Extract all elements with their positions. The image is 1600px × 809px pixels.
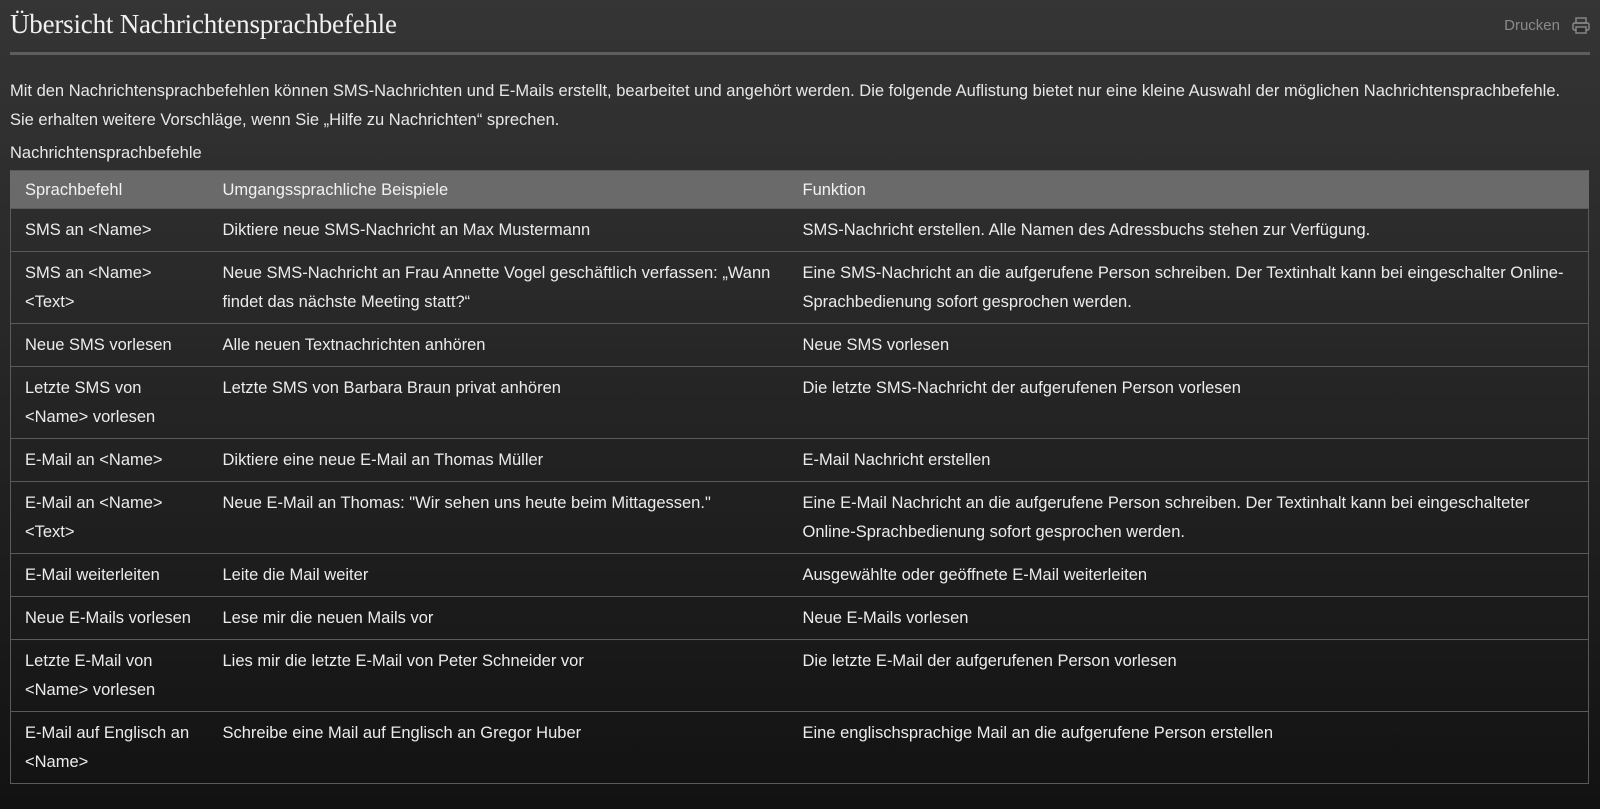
column-header-function: Funktion [789,171,1589,209]
table-row [11,482,1589,554]
print-link[interactable]: Drucken [1504,17,1560,34]
cell-example: Letzte SMS von Barbara Braun privat anhören [209,367,789,439]
table-row [11,640,1589,712]
print-control[interactable] [1504,17,1590,34]
table-row [11,367,1589,439]
cell-example: Alle neuen Textnachrichten anhören [209,324,789,367]
cell-function: SMS-Nachricht erstellen. Alle Namen des Adressbuchs stehen zur Verfügung. [789,209,1589,252]
page-header [10,0,1590,55]
table-row [11,554,1589,597]
cell-example: Lies mir die letzte E-Mail von Peter Schneider vor [209,640,789,712]
cell-command: SMS an <Name> <Text> [11,252,209,324]
cell-command: E-Mail auf Englisch an <Name> [11,712,209,784]
cell-command: E-Mail an <Name> <Text> [11,482,209,554]
cell-function: Die letzte SMS-Nachricht der aufgerufenen Person vorlesen [789,367,1589,439]
cell-function: E-Mail Nachricht erstellen [789,439,1589,482]
cell-function: Eine E-Mail Nachricht an die aufgerufene Person schreiben. Der Textinhalt kann bei eingeschalteter Online-Sprachbedienung sofort gesprochen werden. [789,482,1589,554]
cell-function: Ausgewählte oder geöffnete E-Mail weiterleiten [789,554,1589,597]
cell-example: Leite die Mail weiter [209,554,789,597]
cell-function: Eine SMS-Nachricht an die aufgerufene Person schreiben. Der Textinhalt kann bei eingeschalter Online-Sprachbedienung sofort gesprochen werden. [789,252,1589,324]
cell-command: Letzte SMS von <Name> vorlesen [11,367,209,439]
column-header-examples: Umgangssprachliche Beispiele [209,171,789,209]
table-row [11,597,1589,640]
cell-function: Die letzte E-Mail der aufgerufenen Person vorlesen [789,640,1589,712]
cell-function: Neue SMS vorlesen [789,324,1589,367]
cell-example: Neue E-Mail an Thomas: "Wir sehen uns heute beim Mittagessen." [209,482,789,554]
cell-command: E-Mail weiterleiten [11,554,209,597]
cell-command: Letzte E-Mail von <Name> vorlesen [11,640,209,712]
table-row [11,324,1589,367]
cell-command: E-Mail an <Name> [11,439,209,482]
cell-example: Diktiere neue SMS-Nachricht an Max Mustermann [209,209,789,252]
page-title: Übersicht Nachrichtensprachbefehle [10,9,397,39]
cell-example: Lese mir die neuen Mails vor [209,597,789,640]
table-caption: Nachrichtensprachbefehle [10,144,202,162]
table-row [11,252,1589,324]
cell-command: Neue E-Mails vorlesen [11,597,209,640]
cell-command: SMS an <Name> [11,209,209,252]
printer-icon[interactable] [1572,17,1590,34]
cell-example: Neue SMS-Nachricht an Frau Annette Vogel geschäftlich verfassen: „Wann findet das nächste Meeting statt?“ [209,252,789,324]
column-header-command: Sprachbefehl [11,171,209,209]
table-row [11,712,1589,784]
cell-command: Neue SMS vorlesen [11,324,209,367]
intro-text: Mit den Nachrichtensprachbefehlen können SMS-Nachrichten und E-Mails erstellt, bearbeitet und angehört werden. Die folgende Auflistung bietet nur eine kleine Auswahl der möglichen Nachrichtensprachbefehle. Sie erhalten weitere Vorschläge, wenn Sie „Hilfe zu Nachrichten“ sprechen. [10,82,1561,129]
cell-example: Schreibe eine Mail auf Englisch an Gregor Huber [209,712,789,784]
table-header-row [11,171,1589,209]
table-row [11,209,1589,252]
voice-commands-table [10,170,1589,784]
cell-function: Neue E-Mails vorlesen [789,597,1589,640]
cell-example: Diktiere eine neue E-Mail an Thomas Müller [209,439,789,482]
cell-function: Eine englischsprachige Mail an die aufgerufene Person erstellen [789,712,1589,784]
table-row [11,439,1589,482]
